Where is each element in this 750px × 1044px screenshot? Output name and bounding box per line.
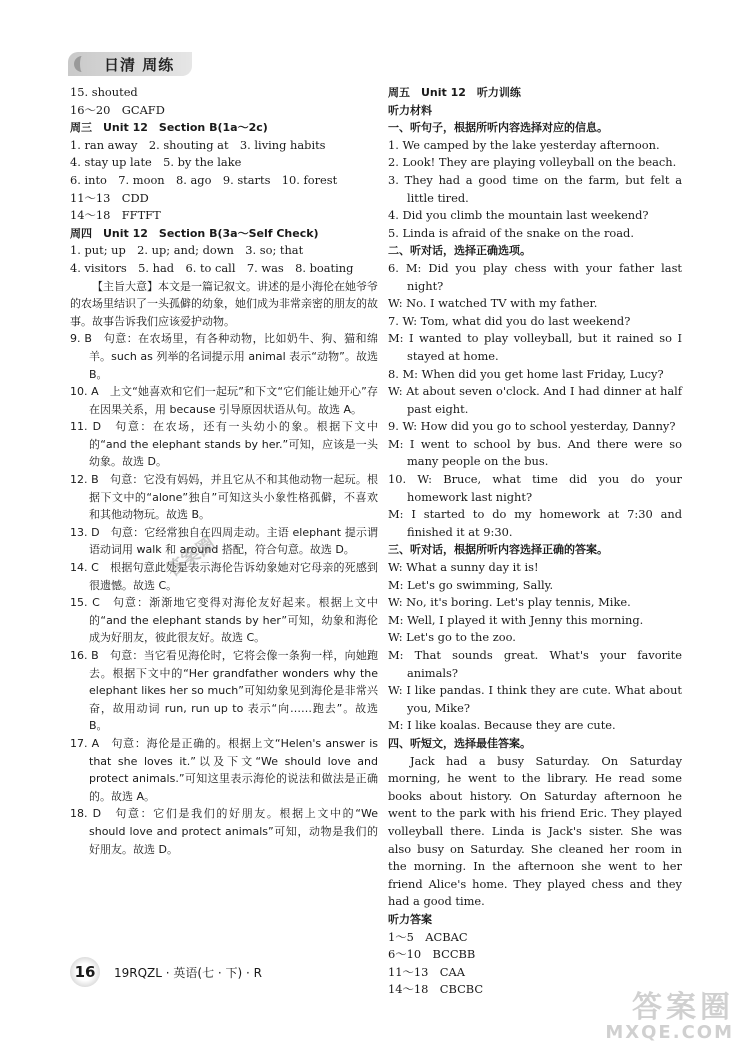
header-tab-label: 日清 周练 <box>104 56 175 74</box>
watermark-line2: MXQE.COM <box>605 1022 734 1043</box>
explanation-item: 10. A 上文“她喜欢和它们一起玩”和下文“它们能让她开心”存在因果关系，用 because 引导原因状语从句。故选 A。 <box>70 385 378 416</box>
section-title: 一、听句子，根据所听内容选择对应的信息。 <box>388 121 608 135</box>
sentence-item: 5. Linda is afraid of the snake on the road. <box>388 225 634 240</box>
dialogue-line: W: Let's go to the zoo. <box>388 630 516 645</box>
answer-line: 14～18 CBCBC <box>388 982 484 997</box>
section-heading: 周四 Unit 12 Section B(3a～Self Check) <box>70 226 319 240</box>
answer-line: 6～10 BCCBB <box>388 947 476 962</box>
answer-line: 1. put; up 2. up; and; down 3. so; that <box>70 243 304 258</box>
sentence-item: 4. Did you climb the mountain last weekend? <box>388 208 649 223</box>
summary-paragraph: 【主旨大意】本文是一篇记叙文。讲述的是小海伦在她爷爷的农场里结识了一头孤僻的幼象，她们成为非常亲密的朋友的故事。故事告诉我们应该爱护动物。 <box>70 279 378 328</box>
section-title: 四、听短文，选择最佳答案。 <box>388 736 531 750</box>
answer-line: 4. visitors 5. had 6. to call 7. was 8. boating <box>70 260 354 275</box>
explanation-item: 18. D 句意：它们是我们的好朋友。根据上文中的“We should love and protect animals”可知，动物是我们的好朋友。故选 D。 <box>70 807 378 856</box>
explanation-item: 11. D 句意：在农场，还有一头幼小的象。根据下文中的“and the elephant stands by her.”可知，应该是一头幼象。故选 D。 <box>70 420 378 469</box>
dialogue-line: W: What a sunny day it is! <box>388 560 539 575</box>
stamp-watermark: 答案圈 <box>162 533 220 582</box>
dialogue-line: 6. M: Did you play chess with your father last night? <box>388 260 682 293</box>
answer-line: 6. into 7. moon 8. ago 9. starts 10. forest <box>70 172 338 187</box>
explanation-item: 15. C 句意：渐渐地它变得对海伦友好起来。根据上文中的“and the elephant stands by her”可知，幼象和海伦成为好朋友，彼此很友好。故选 C。 <box>70 596 378 645</box>
answers-title: 听力答案 <box>388 912 432 926</box>
answer-line: 4. stay up late 5. by the lake <box>70 155 242 170</box>
material-title: 听力材料 <box>388 103 432 117</box>
answer-line: 14～18 FFTFT <box>70 208 161 223</box>
dialogue-line: W: I like pandas. I think they are cute. What about you, Mike? <box>388 683 682 715</box>
answer-line: 1～5 ACBAC <box>388 929 468 944</box>
passage-paragraph: Jack had a busy Saturday. On Saturday morning, he went to the library. He read some books about history. On Saturday afternoon he went to the park with his friend Eric. They played volleyball there. Linda is Jack's sister. She was also busy on Saturday. She cleaned her room in the morning. In the afternoon she went to her friend Alice's home. They played chess and they had a good time. <box>388 753 682 909</box>
dialogue-line: 8. M: When did you get home last Friday, Lucy? <box>388 366 664 381</box>
header-tab <box>68 52 192 76</box>
left-column <box>70 84 378 858</box>
answer-line: 11～13 CAA <box>388 964 465 979</box>
explanation-item: 13. D 句意：它经常独自在四周走动。主语 elephant 提示谓语动词用 walk 和 around 搭配，符合句意。故选 D。 <box>70 525 378 557</box>
watermark <box>605 982 734 1043</box>
explanation-item: 14. C 根据句意此处是表示海伦告诉幼象她对它母亲的死感到很遗憾。故选 C。 <box>70 561 378 592</box>
explanation-item: 16. B 句意：当它看见海伦时，它将会像一条狗一样，向她跑去。根据下文中的“Her grandfather wonders why the elephant likes her so much”可知幼象见到海伦是非常兴奋，故用动词 run, run up to 表示“向……跑去”。故选 B。 <box>70 649 378 733</box>
answer-line: 1. ran away 2. shouting at 3. living habits <box>70 137 326 152</box>
answer-line: 16～20 GCAFD <box>70 102 165 117</box>
page-number: 16 <box>70 957 100 987</box>
section-title: 三、听对话，根据所听内容选择正确的答案。 <box>388 543 608 557</box>
dialogue-line: 10. W: Bruce, what time did you do your homework last night? <box>388 472 682 504</box>
dialogue-line: M: I started to do my homework at 7:30 and finished it at 9:30. <box>388 507 682 539</box>
section-heading: 周三 Unit 12 Section B(1a～2c) <box>70 121 268 135</box>
explanation-item: 9. B 句意：在农场里，有各种动物，比如奶牛、狗、猫和绵羊。such as 列举的名词提示用 animal 表示“动物”。故选 B。 <box>70 332 378 381</box>
dialogue-line: M: I went to school by bus. And there were so many people on the bus. <box>388 436 682 469</box>
dialogue-line: W: No, it's boring. Let's play tennis, Mike. <box>388 595 631 610</box>
section-heading: 周五 Unit 12 听力训练 <box>388 86 521 99</box>
dialogue-line: M: That sounds great. What's your favorite animals? <box>388 648 682 680</box>
sentence-item: 3. They had a good time on the farm, but felt a little tired. <box>388 172 682 205</box>
dialogue-line: M: Well, I played it with Jenny this morning. <box>388 612 644 627</box>
sentence-item: 1. We camped by the lake yesterday afternoon. <box>388 137 660 152</box>
footer-code: 19RQZL · 英语(七 · 下) · R <box>114 966 262 980</box>
explanation-item: 12. B 句意：它没有妈妈，并且它从不和其他动物一起玩。根据下文中的“alone”独自”可知这头小象性格孤僻，不喜欢和其他动物玩。故选 B。 <box>70 473 378 522</box>
right-column <box>388 84 682 999</box>
answer-line: 11～13 CDD <box>70 190 149 205</box>
explanation-item: 17. A 句意：海伦是正确的。根据上文“Helen's answer is that she loves it.”以及下文“We should love and protect animals.”可知这里表示海伦的说法和做法是正确的。故选 A。 <box>70 736 378 803</box>
dialogue-line: W: No. I watched TV with my father. <box>388 296 598 311</box>
dialogue-line: W: At about seven o'clock. And I had dinner at half past eight. <box>388 384 682 416</box>
dialogue-line: M: Let's go swimming, Sally. <box>388 577 554 592</box>
watermark-line1: 答案圈 <box>632 990 734 1025</box>
section-title: 二、听对话，选择正确选项。 <box>388 244 531 258</box>
dialogue-line: M: I wanted to play volleyball, but it rained so I stayed at home. <box>388 331 682 363</box>
dialogue-line: M: I like koalas. Because they are cute. <box>388 718 616 733</box>
dialogue-line: 7. W: Tom, what did you do last weekend? <box>388 313 631 328</box>
sentence-item: 2. Look! They are playing volleyball on the beach. <box>388 155 677 170</box>
dialogue-line: 9. W: How did you go to school yesterday, Danny? <box>388 419 676 434</box>
header-decoration-icon <box>74 56 96 72</box>
answer-line: 15. shouted <box>70 85 138 99</box>
